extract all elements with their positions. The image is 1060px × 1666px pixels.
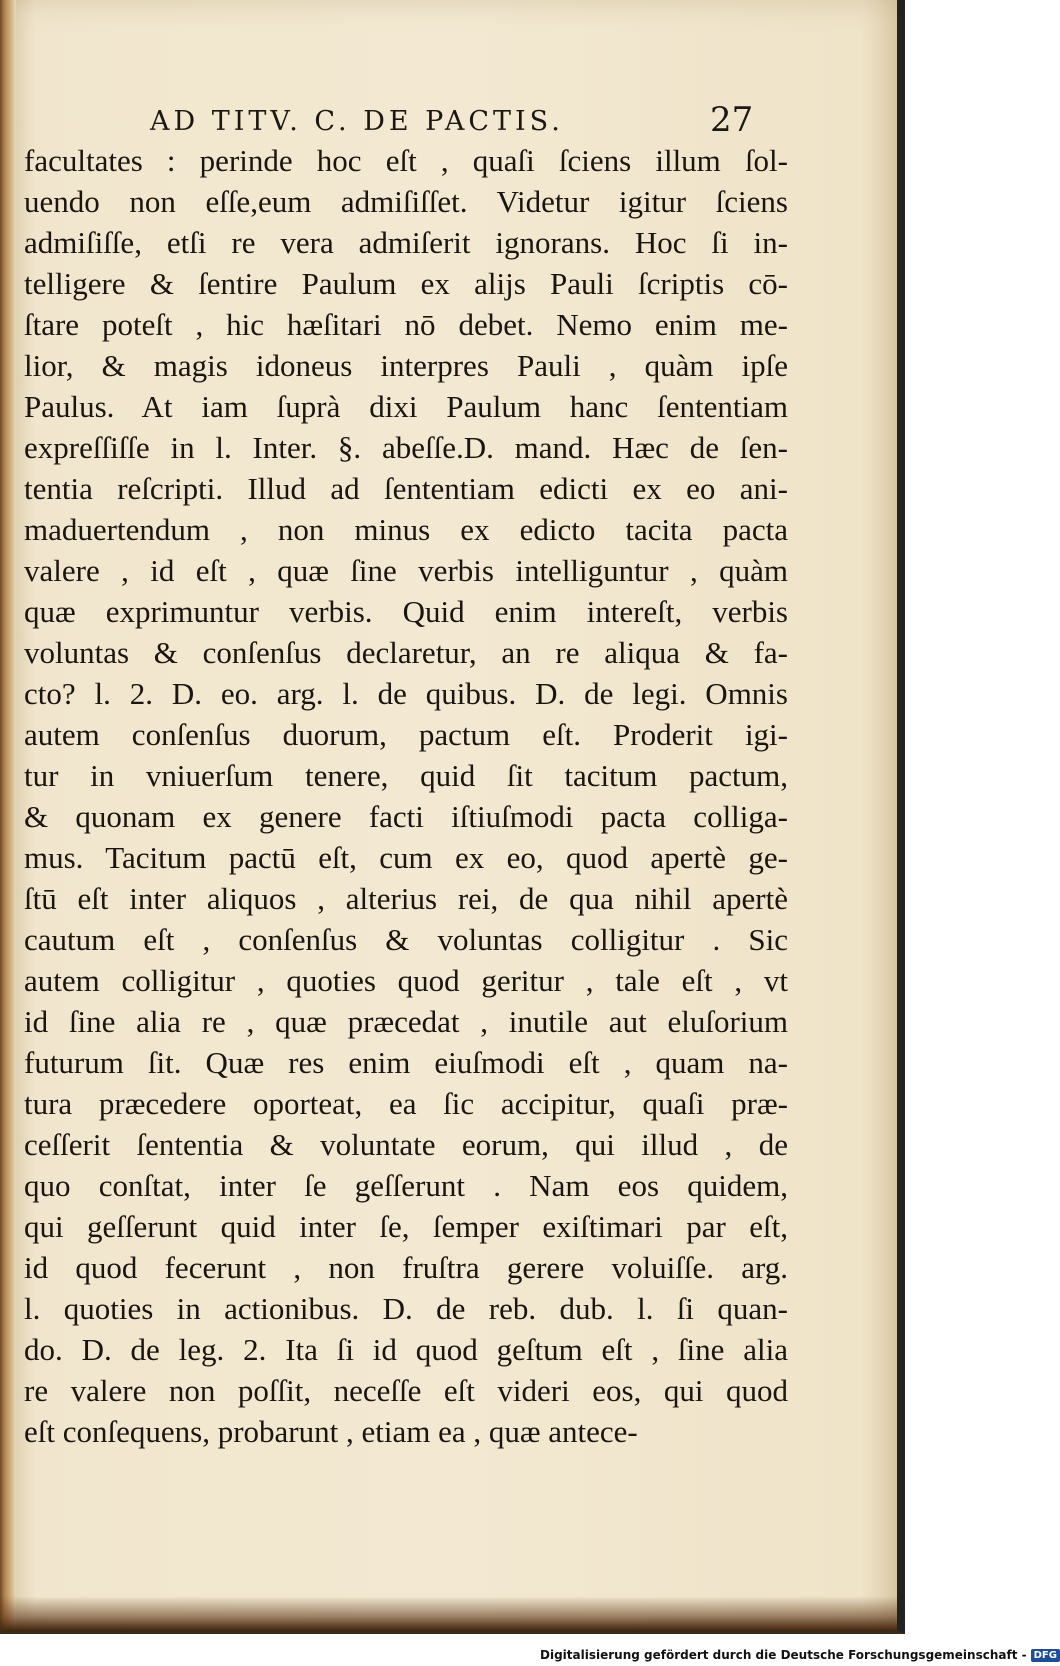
text-line: facultates : perinde hoc eſt , quaſi ſciens illum ſol- bbox=[24, 143, 788, 178]
text-line: telligere & ſentire Paulum ex alijs Pauli ſcriptis cō- bbox=[24, 266, 788, 301]
text-line: tura præcedere oporteat, ea ſic accipitur, quaſi præ- bbox=[24, 1086, 788, 1121]
page-number: 27 bbox=[710, 100, 754, 140]
text-line: autem conſenſus duorum, pactum eſt. Proderit igi- bbox=[24, 717, 788, 752]
text-line: Paulus. At iam ſuprà dixi Paulum hanc ſententiam bbox=[24, 389, 788, 424]
running-head: AD TITV. C. DE PACTIS. bbox=[150, 106, 564, 137]
text-line: ſtare poteſt , hic hæſitari nō debet. Nemo enim me- bbox=[24, 307, 788, 342]
page-header bbox=[150, 100, 790, 140]
text-line: cto? l. 2. D. eo. arg. l. de quibus. D. de legi. Omnis bbox=[24, 676, 788, 711]
text-line: & quonam ex genere facti iſtiuſmodi pacta colliga- bbox=[24, 799, 788, 834]
credit-text: Digitalisierung gefördert durch die Deutsche Forschungsgemeinschaft - bbox=[540, 1648, 1027, 1662]
dfg-logo-icon: DFG bbox=[1031, 1649, 1060, 1662]
text-line: admiſiſſe, etſi re vera admiſerit ignorans. Hoc ſi in- bbox=[24, 225, 788, 260]
text-line: quo conſtat, inter ſe geſſerunt . Nam eos quidem, bbox=[24, 1168, 788, 1203]
text-line: id ſine alia re , quæ præcedat , inutile aut eluſorium bbox=[24, 1004, 788, 1039]
text-line: lior, & magis idoneus interpres Pauli , quàm ipſe bbox=[24, 348, 788, 383]
page-binding-edge bbox=[0, 0, 16, 1630]
body-text bbox=[24, 140, 788, 1452]
text-line: maduertendum , non minus ex edicto tacita pacta bbox=[24, 512, 788, 547]
text-line: quæ exprimuntur verbis. Quid enim intereſt, verbis bbox=[24, 594, 788, 629]
text-line: tentia reſcripti. Illud ad ſententiam edicti ex eo ani- bbox=[24, 471, 788, 506]
text-line: cautum eſt , conſenſus & voluntas colligitur . Sic bbox=[24, 922, 788, 957]
text-line: futurum ſit. Quæ res enim eiuſmodi eſt , quam na- bbox=[24, 1045, 788, 1080]
text-line: ſtū eſt inter aliquos , alterius rei, de qua nihil apertè bbox=[24, 881, 788, 916]
text-line: valere , id eſt , quæ ſine verbis intelliguntur , quàm bbox=[24, 553, 788, 588]
text-line: qui geſſerunt quid inter ſe, ſemper exiſtimari par eſt, bbox=[24, 1209, 788, 1244]
text-line: eſt conſequens, probarunt , etiam ea , quæ antece- bbox=[24, 1414, 638, 1449]
text-line: uendo non eſſe,eum admiſiſſet. Videtur igitur ſciens bbox=[24, 184, 788, 219]
text-line: expreſſiſſe in l. Inter. §. abeſſe.D. mand. Hæc de ſen- bbox=[24, 430, 788, 465]
text-line: l. quoties in actionibus. D. de reb. dub. l. ſi quan- bbox=[24, 1291, 788, 1326]
text-line: re valere non poſſit, neceſſe eſt videri eos, qui quod bbox=[24, 1373, 788, 1408]
text-line: autem colligitur , quoties quod geritur , tale eſt , vt bbox=[24, 963, 788, 998]
text-line: id quod fecerunt , non fruſtra gerere voluiſſe. arg. bbox=[24, 1250, 788, 1285]
text-line: voluntas & conſenſus declaretur, an re aliqua & fa- bbox=[24, 635, 788, 670]
text-line: ceſſerit ſententia & voluntate eorum, qui illud , de bbox=[24, 1127, 788, 1162]
text-line: do. D. de leg. 2. Ita ſi id quod geſtum eſt , ſine alia bbox=[24, 1332, 788, 1367]
text-line: mus. Tacitum pactū eſt, cum ex eo, quod apertè ge- bbox=[24, 840, 788, 875]
digitization-credit bbox=[540, 1648, 1057, 1664]
text-line: tur in vniuerſum tenere, quid ſit tacitum pactum, bbox=[24, 758, 788, 793]
page-bottom-edge bbox=[0, 1596, 897, 1630]
